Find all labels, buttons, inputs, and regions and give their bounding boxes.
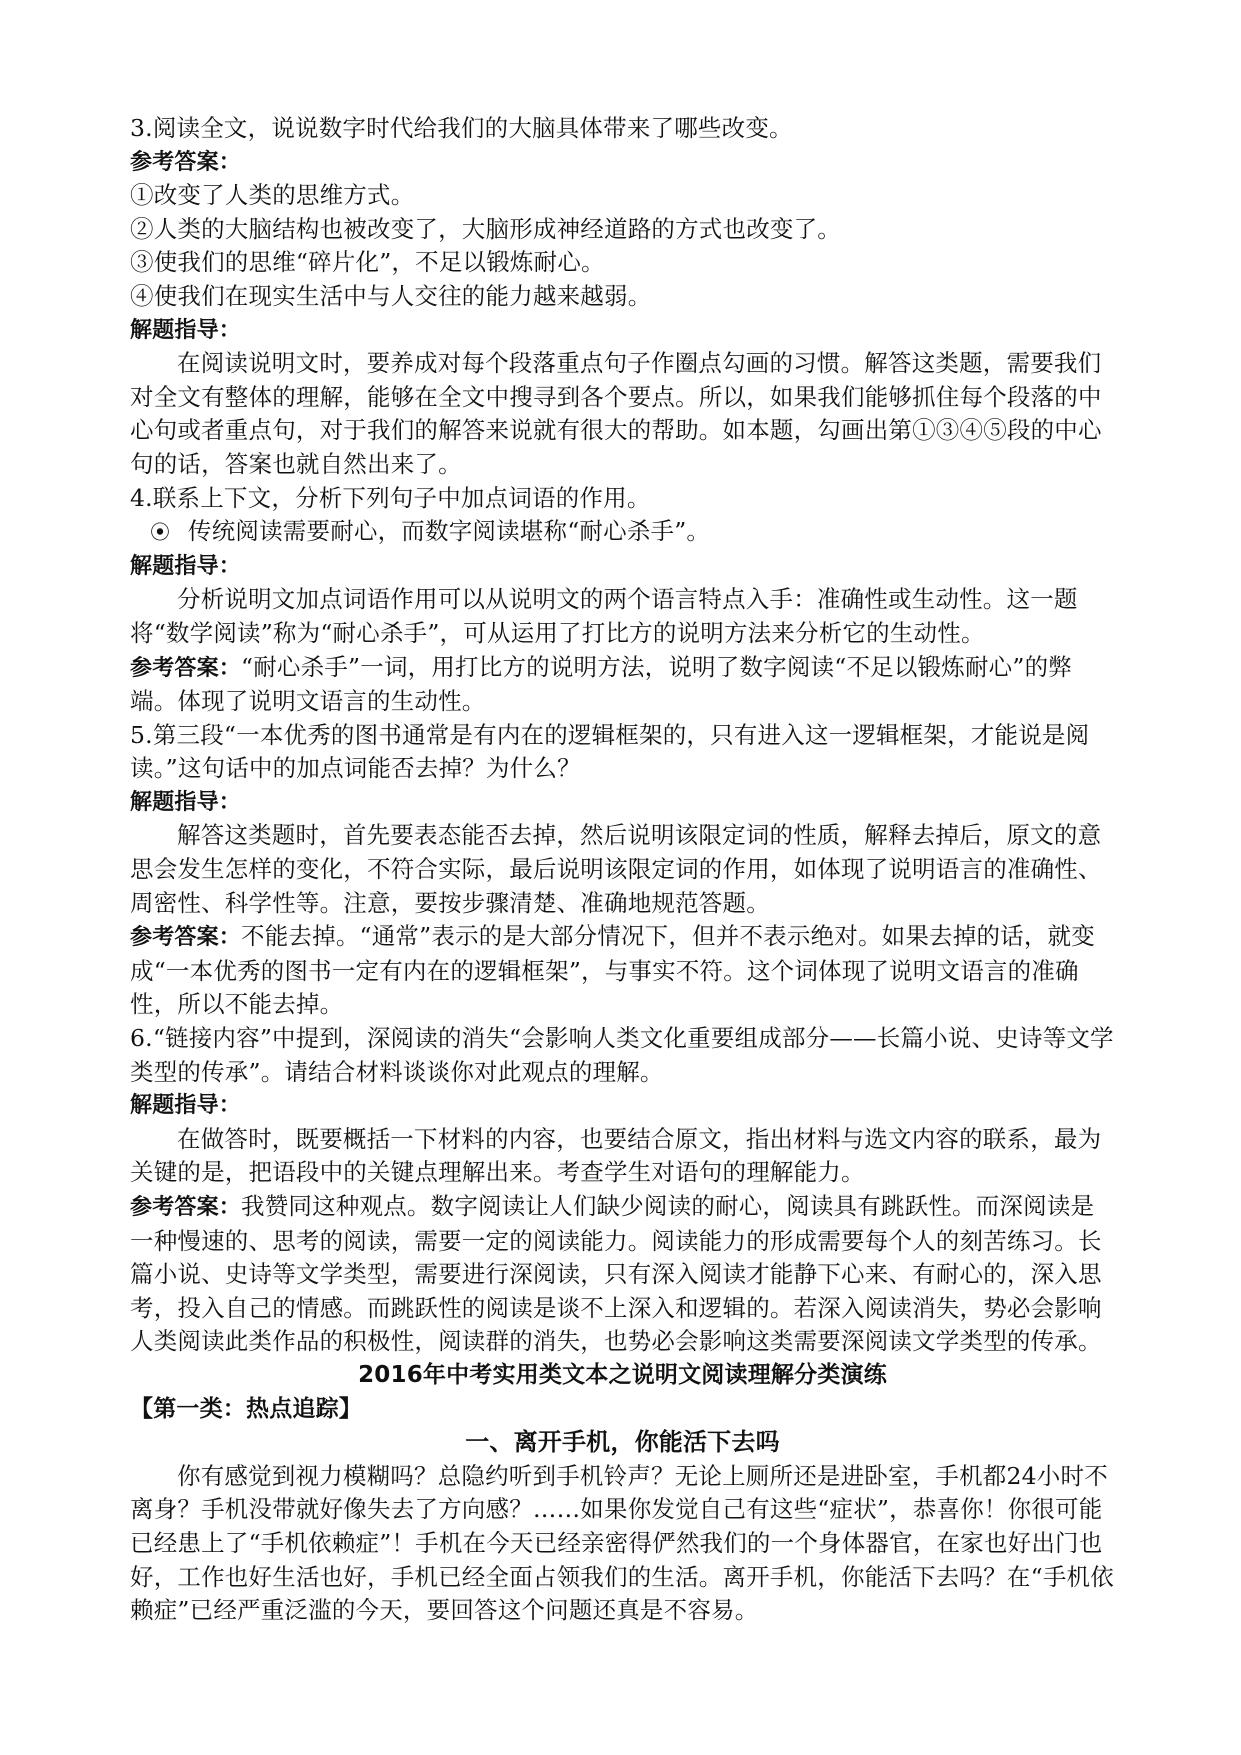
question-4: 4.联系上下文，分析下列句子中加点词语的作用。 [130,483,651,512]
answer-item-3: ③使我们的思维“碎片化”，不足以锻炼耐心。 [130,248,605,277]
answer-item-1: ①改变了人类的思维方式。 [130,181,415,210]
document-page [130,112,1115,1628]
guide-text-3: 在阅读说明文时，要养成对每个段落重点句子作圈点勾画的习惯。解答这类题，需要我们对全文有整体的理解，能够在全文中搜寻到各个要点。所以，如果我们能够抓住每个段落的中心句或者重点句，对于我们的解答来说就有很大的帮助。如本题，勾画出第①③④⑤段的中心句的话，答案也就自然出来了。 [130,349,1102,478]
guide-label-6: 解题指导： [130,1093,242,1119]
guide-text-4: 分析说明文加点词语作用可以从说明文的两个语言特点入手：准确性或生动性。这一题将“数学阅读”称为“耐心杀手”，可从运用了打比方的说明方法来分析它的生动性。 [130,585,1078,647]
answer-text-5: 不能去掉。“通常”表示的是大部分情况下，但并不表示绝对。如果去掉的话，就变成“一本优秀的图书一定有内在的逻辑框架”，与事实不符。这个词体现了说明文语言的准确性，所以不能去掉。 [130,922,1095,1019]
bullet-icon: ⦿ [150,520,171,545]
example-sentence-text: 传统阅读需要耐心，而数字阅读堪称“耐心杀手”。 [188,517,711,546]
answer-item-2: ②人类的大脑结构也被改变了，大脑形成神经道路的方式也改变了。 [130,214,841,243]
guide-label-4: 解题指导： [130,553,242,579]
answer-6 [130,1190,1115,1359]
category-heading: 【第一类：热点追踪】 [130,1395,362,1422]
answer-text-4: “耐心杀手”一词，用打比方的说明方法，说明了数字阅读“不足以锻炼耐心”的弊端。体现了说明文语言的生动性。 [130,652,1072,716]
answer-text-6: 我赞同这种观点。数字阅读让人们缺少阅读的耐心，阅读具有跳跃性。而深阅读是一种慢速的、思考的阅读，需要一定的阅读能力。阅读能力的形成需要每个人的刻苦练习。长篇小说、史诗等文学类型，需要进行深阅读，只有深入阅读才能静下心来、有耐心的，深入思考，投入自己的情感。而跳跃性的阅读是谈不上深入和逻辑的。若深入阅读消失，势必会影响人类阅读此类作品的积极性，阅读群的消失，也势必会影响这类需要深阅读文学类型的传承。 [130,1192,1102,1356]
answer-5 [130,920,1115,1022]
answer-4 [130,651,1115,719]
guide-label-3: 解题指导： [130,317,242,343]
guide-label-5: 解题指导： [130,789,242,815]
question-6: 6.“链接内容”中提到，深阅读的消失“会影响人类文化重要组成部分——长篇小说、史诗等文学类型的传承”。请结合材料谈谈你对此观点的理解。 [130,1024,1114,1086]
answer-label-5: 参考答案： [130,925,242,951]
answer-item-4: ④使我们在现实生活中与人交往的能力越来越弱。 [130,281,652,310]
article-title: 一、离开手机，你能活下去吗 [465,1428,780,1457]
question-5: 5.第三段“一本优秀的图书通常是有内在的逻辑框架的，只有进入这一逻辑框架，才能说是阅读。”这句话中的加点词能否去掉？为什么？ [130,720,1090,783]
article-body: 你有感觉到视力模糊吗？总隐约听到手机铃声？无论上厕所还是进卧室，手机都24小时不离身？手机没带就好像失去了方向感？……如果你发觉自己有这些“症状”，恭喜你！你很可能已经患上了“手机依赖症”！手机在今天已经亲密得俨然我们的一个身体器官，在家也好出门也好，工作也好生活也好，手机已经全面占领我们的生活。离开手机，你能活下去吗？在“手机依赖症”已经严重泛滥的今天，要回答这个问题还真是不容易。 [130,1461,1114,1625]
example-sentence [130,515,1115,550]
answer-label-6: 参考答案： [130,1195,242,1220]
answer-label-4: 参考答案： [130,655,242,681]
question-3: 3.阅读全文，说说数字时代给我们的大脑具体带来了哪些改变。 [130,114,793,142]
answer-label-3: 参考答案： [130,149,242,175]
exercise-title: 2016年中考实用类文本之说明文阅读理解分类演练 [358,1361,887,1388]
guide-text-6: 在做答时，既要概括一下材料的内容，也要结合原文，指出材料与选文内容的联系，最为关键的是，把语段中的关键点理解出来。考查学生对语句的理解能力。 [130,1124,1102,1187]
guide-text-5: 解答这类题时，首先要表态能否去掉，然后说明该限定词的性质，解释去掉后，原文的意思会发生怎样的变化，不符合实际，最后说明该限定词的作用，如体现了说明语言的准确性、周密性、科学性等。注意，要按步骤清楚、准确地规范答题。 [130,821,1102,917]
